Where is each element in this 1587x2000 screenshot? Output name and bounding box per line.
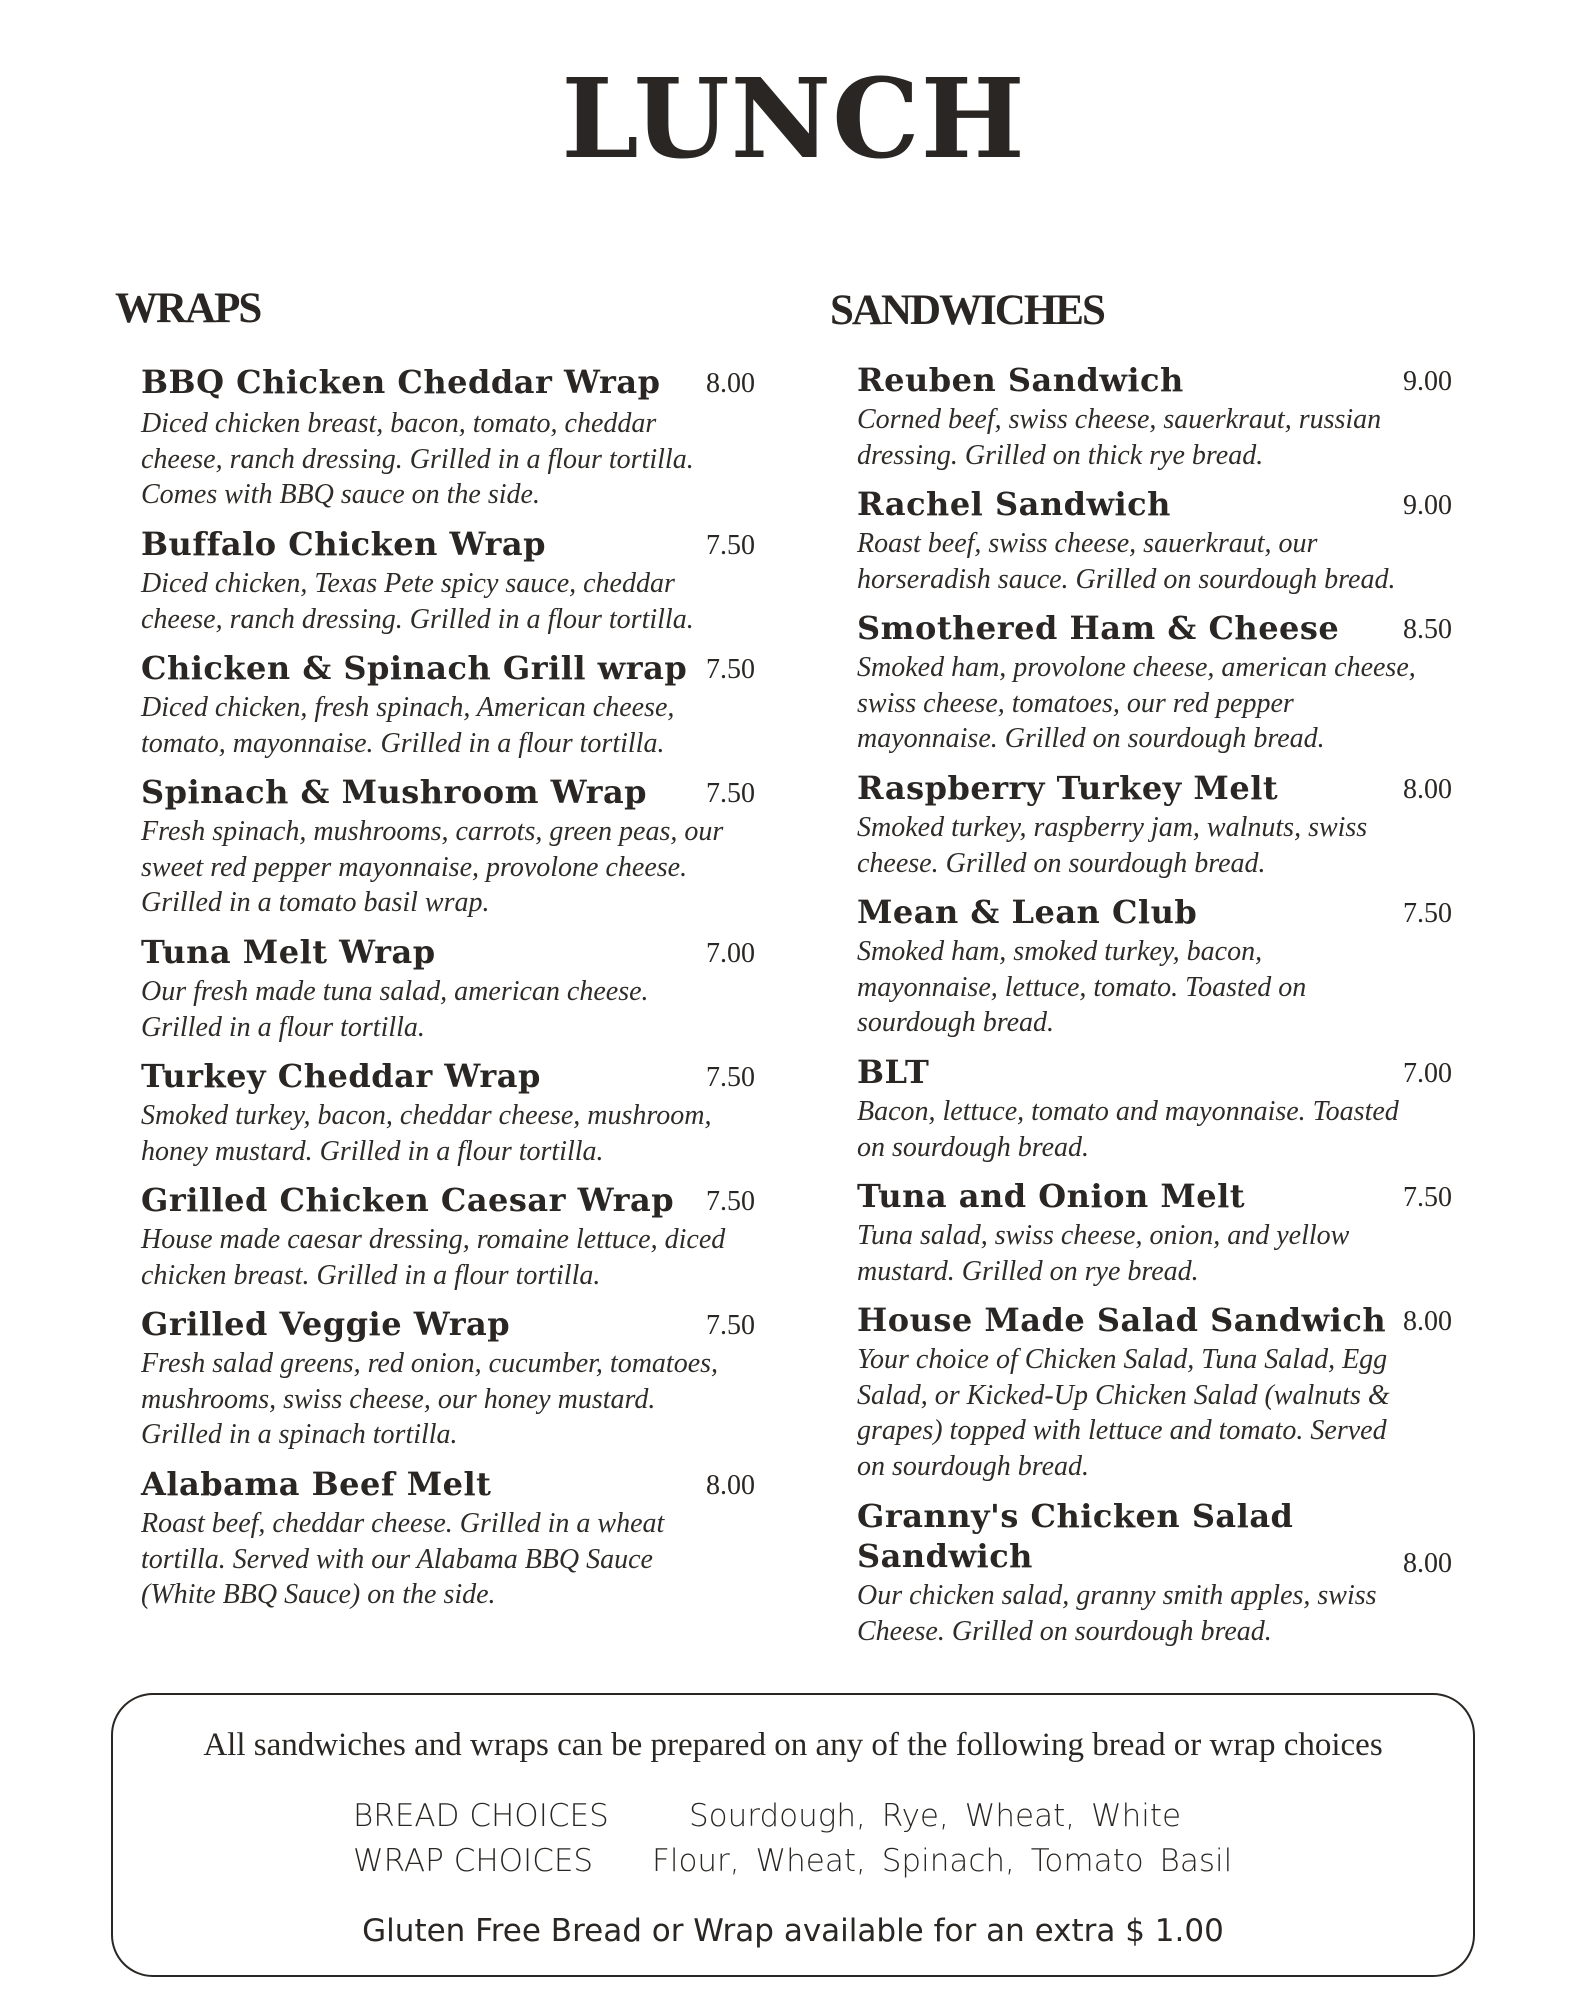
item-description: Our chicken salad, granny smith apples, swiss Cheese. Grilled on sourdough bread. xyxy=(857,1580,1377,1647)
item-price: 8.00 xyxy=(706,368,755,399)
item-description: Smoked turkey, bacon, cheddar cheese, mushroom, honey mustard. Grilled in a flour tortilla. xyxy=(141,1100,712,1167)
item-name: Smothered Ham & Cheese xyxy=(857,609,1340,647)
item-name: House Made Salad Sandwich xyxy=(857,1301,1387,1339)
item-price: 8.00 xyxy=(1403,1548,1452,1579)
item-price: 7.50 xyxy=(706,530,755,561)
item-price: 9.00 xyxy=(1403,366,1452,397)
item-price: 7.00 xyxy=(706,938,755,969)
item-name: Granny's Chicken Salad xyxy=(857,1497,1294,1535)
item-description: Diced chicken, Texas Pete spicy sauce, cheddar cheese, ranch dressing. Grilled in a flour tortilla. xyxy=(141,568,694,635)
bread-choices-label: BREAD CHOICES xyxy=(353,1798,609,1834)
item-name: Chicken & Spinach Grill wrap xyxy=(141,649,688,687)
item-name: Rachel Sandwich xyxy=(857,485,1171,523)
item-price: 9.00 xyxy=(1403,490,1452,521)
item-name: Turkey Cheddar Wrap xyxy=(141,1057,541,1095)
item-name: Reuben Sandwich xyxy=(857,361,1184,399)
item-description: Fresh spinach, mushrooms, carrots, green peas, our sweet red pepper mayonnaise, provolone cheese. Grilled in a tomato basil wrap. xyxy=(141,816,724,918)
wrap-choices-values: Flour, Wheat, Spinach, Tomato Basil xyxy=(652,1843,1233,1879)
item-price: 7.50 xyxy=(1403,1182,1452,1213)
item-name: Grilled Chicken Caesar Wrap xyxy=(141,1181,675,1219)
item-price: 7.50 xyxy=(706,654,755,685)
item-description: Roast beef, swiss cheese, sauerkraut, our horseradish sauce. Grilled on sourdough bread. xyxy=(857,528,1396,595)
item-description: Bacon, lettuce, tomato and mayonnaise. Toasted on sourdough bread. xyxy=(857,1096,1399,1163)
sandwiches-heading: SANDWICHES xyxy=(830,287,1104,334)
item-price: 7.00 xyxy=(1403,1058,1452,1089)
item-name: Buffalo Chicken Wrap xyxy=(141,525,546,563)
item-description: House made caesar dressing, romaine lettuce, diced chicken breast. Grilled in a flour tortilla. xyxy=(141,1224,726,1291)
item-name: BLT xyxy=(857,1053,930,1091)
item-name: Raspberry Turkey Melt xyxy=(857,769,1279,807)
bread-choices-values: Sourdough, Rye, Wheat, White xyxy=(689,1798,1182,1834)
item-description: Fresh salad greens, red onion, cucumber, tomatoes, mushrooms, swiss cheese, our honey mustard. Grilled in a spinach tortilla. xyxy=(141,1348,719,1450)
menu-title: LUNCH xyxy=(561,54,1026,183)
item-description: Tuna salad, swiss cheese, onion, and yellow mustard. Grilled on rye bread. xyxy=(857,1220,1350,1287)
item-name: Grilled Veggie Wrap xyxy=(141,1305,511,1343)
item-price: 7.50 xyxy=(706,1062,755,1093)
wrap-choices-label: WRAP CHOICES xyxy=(353,1843,594,1879)
bread-choices-box xyxy=(111,1693,1475,1977)
item-description: Diced chicken, fresh spinach, American cheese, tomato, mayonnaise. Grilled in a flour tortilla. xyxy=(141,692,675,759)
bread-intro: All sandwiches and wraps can be prepared on any of the following bread or wrap choices xyxy=(203,1727,1383,1763)
item-name: Alabama Beef Melt xyxy=(141,1465,492,1503)
item-description: Smoked ham, provolone cheese, american cheese, swiss cheese, tomatoes, our red pepper mayonnaise. Grilled on sourdough bread. xyxy=(857,652,1416,754)
item-name: Mean & Lean Club xyxy=(857,893,1198,931)
item-description: Smoked turkey, raspberry jam, walnuts, swiss cheese. Grilled on sourdough bread. xyxy=(857,812,1368,879)
item-description: Our fresh made tuna salad, american cheese. Grilled in a flour tortilla. xyxy=(141,976,649,1043)
item-name-line2: Sandwich xyxy=(857,1537,1033,1575)
gluten-free-note: Gluten Free Bread or Wrap available for an extra $ 1.00 xyxy=(362,1913,1224,1949)
wraps-heading: WRAPS xyxy=(115,285,261,332)
item-price: 7.50 xyxy=(706,1186,755,1217)
item-price: 8.00 xyxy=(1403,774,1452,805)
item-price: 7.50 xyxy=(1403,898,1452,929)
item-description: Smoked ham, smoked turkey, bacon, mayonnaise, lettuce, tomato. Toasted on sourdough bread. xyxy=(857,936,1307,1038)
item-description: Roast beef, cheddar cheese. Grilled in a wheat tortilla. Served with our Alabama BBQ Sauce (White BBQ Sauce) on the side. xyxy=(141,1508,665,1610)
item-name: Tuna and Onion Melt xyxy=(857,1177,1246,1215)
item-price: 8.00 xyxy=(1403,1306,1452,1337)
item-name: Spinach & Mushroom Wrap xyxy=(141,773,648,811)
item-description: Your choice of Chicken Salad, Tuna Salad, Egg Salad, or Kicked-Up Chicken Salad (walnuts & grapes) topped with lettuce and tomato. Served on sourdough bread. xyxy=(857,1344,1390,1482)
item-price: 8.00 xyxy=(706,1470,755,1501)
item-price: 8.50 xyxy=(1403,614,1452,645)
item-description: Diced chicken breast, bacon, tomato, cheddar cheese, ranch dressing. Grilled in a flour tortilla. Comes with BBQ sauce on the side. xyxy=(141,408,694,510)
item-name: Tuna Melt Wrap xyxy=(141,933,436,971)
item-price: 7.50 xyxy=(706,778,755,809)
item-name: BBQ Chicken Cheddar Wrap xyxy=(141,363,661,401)
item-description: Corned beef, swiss cheese, sauerkraut, russian dressing. Grilled on thick rye bread. xyxy=(857,404,1382,471)
item-price: 7.50 xyxy=(706,1310,755,1341)
